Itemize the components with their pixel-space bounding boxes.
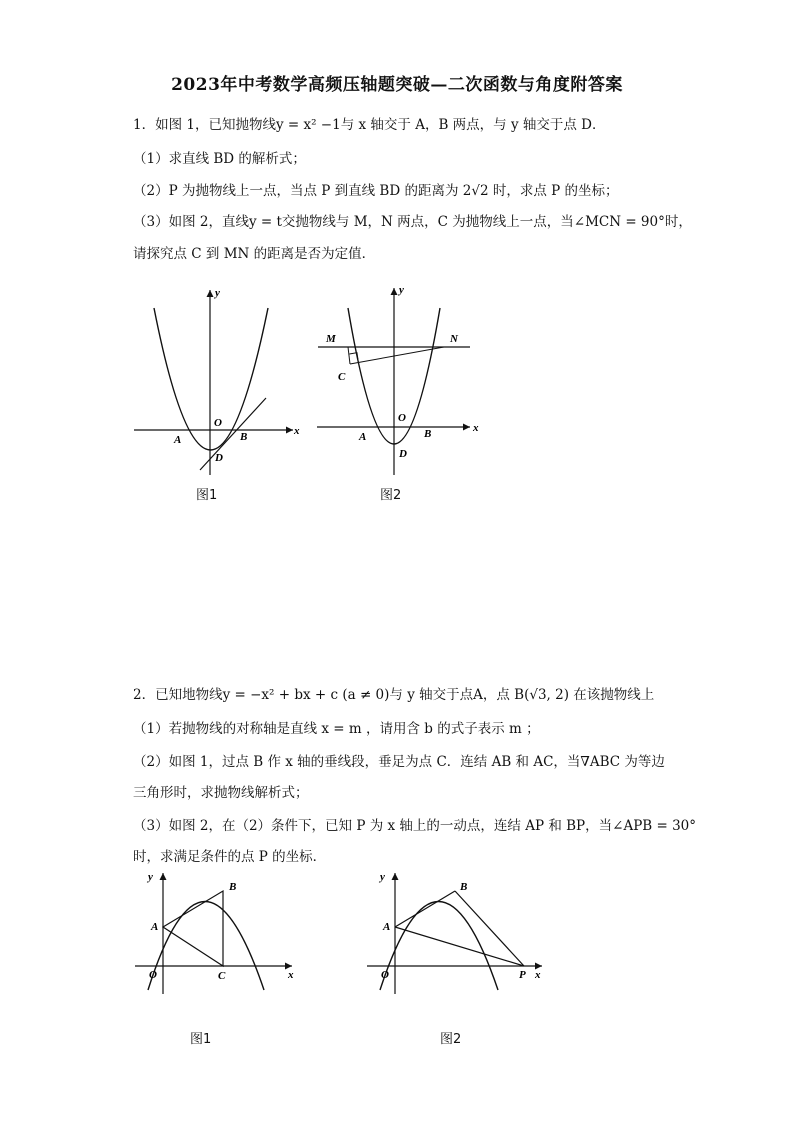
p2-figure1 [130, 868, 310, 998]
p2-figure1-caption: 图1 [190, 1032, 212, 1047]
point-b-label: B [229, 881, 237, 893]
origin-label: O [214, 417, 222, 429]
p1-figure1-caption: 图1 [196, 488, 218, 503]
origin-label: O [381, 969, 389, 981]
p1-figure2 [312, 280, 492, 480]
parabola [148, 902, 264, 991]
p2-figure2-caption: 图2 [440, 1032, 462, 1047]
segment-bp [455, 891, 524, 966]
x-label: x [535, 969, 541, 981]
problem1-part1: （1）求直线 BD 的解析式； [133, 151, 306, 167]
problem2-part3-cont: 时，求满足条件的点 P 的坐标． [133, 849, 327, 865]
problem1-part3-cont: 请探究点 C 到 MN 的距离是否为定值． [133, 246, 376, 262]
point-d-label: D [215, 452, 223, 464]
segment-ab [395, 891, 455, 927]
point-a-label: A [359, 431, 367, 443]
problem1-part2: （2）P 为抛物线上一点，当点 P 到直线 BD 的距离为 2√2 时，求点 P 的坐标； [133, 183, 619, 199]
p1-figure1 [128, 280, 308, 480]
problem1-part3: （3）如图 2，直线y = t交抛物线与 M，N 两点，C 为抛物线上一点，当∠MCN = 90°时， [133, 214, 692, 230]
point-b-label: B [240, 431, 248, 443]
point-c-label: C [218, 970, 226, 982]
y-label: y [215, 287, 220, 299]
x-label: x [473, 422, 479, 434]
problem2-part2: （2）如图 1，过点 B 作 x 轴的垂线段，垂足为点 C．连结 AB 和 AC，当∇ABC 为等边 [133, 754, 665, 770]
y-label: y [148, 871, 153, 883]
point-b-label: B [424, 428, 432, 440]
x-label: x [294, 425, 300, 437]
problem2-part2-cont: 三角形时，求抛物线解析式； [133, 785, 309, 801]
point-m-label: M [326, 333, 336, 345]
point-a-label: A [174, 434, 182, 446]
y-label: y [380, 871, 385, 883]
point-n-label: N [450, 333, 458, 345]
point-b-label: B [460, 881, 468, 893]
segment-ap [395, 927, 524, 966]
point-c-label: C [338, 371, 346, 383]
problem1-statement: 1．如图 1，已知抛物线y = x² −1与 x 轴交于 A，B 两点，与 y 轴交于点 D． [133, 117, 606, 133]
p2-figure2 [362, 868, 552, 998]
parabola [380, 902, 498, 991]
x-label: x [288, 969, 294, 981]
point-d-label: D [399, 448, 407, 460]
parabola [154, 308, 268, 450]
problem2-statement: 2．已知地物线y = −x² + bx + c (a ≠ 0)与 y 轴交于点A，点 B(√3, 2) 在该抛物线上 [133, 687, 655, 703]
p1-figure2-caption: 图2 [380, 488, 402, 503]
origin-label: O [398, 412, 406, 424]
segment-cm [348, 347, 350, 364]
origin-label: O [149, 969, 157, 981]
problem2-part3: （3）如图 2，在（2）条件下，已知 P 为 x 轴上的一动点，连结 AP 和 BP，当∠APB = 30° [133, 818, 697, 834]
point-a-label: A [151, 921, 159, 933]
triangle-abc [163, 891, 223, 966]
document-title: 2023年中考数学高频压轴题突破—二次函数与角度附答案 [171, 75, 623, 95]
point-a-label: A [383, 921, 391, 933]
y-label: y [399, 284, 404, 296]
point-p-label: P [519, 969, 526, 981]
problem2-part1: （1）若抛物线的对称轴是直线 x = m ，请用含 b 的式子表示 m ； [133, 721, 540, 737]
